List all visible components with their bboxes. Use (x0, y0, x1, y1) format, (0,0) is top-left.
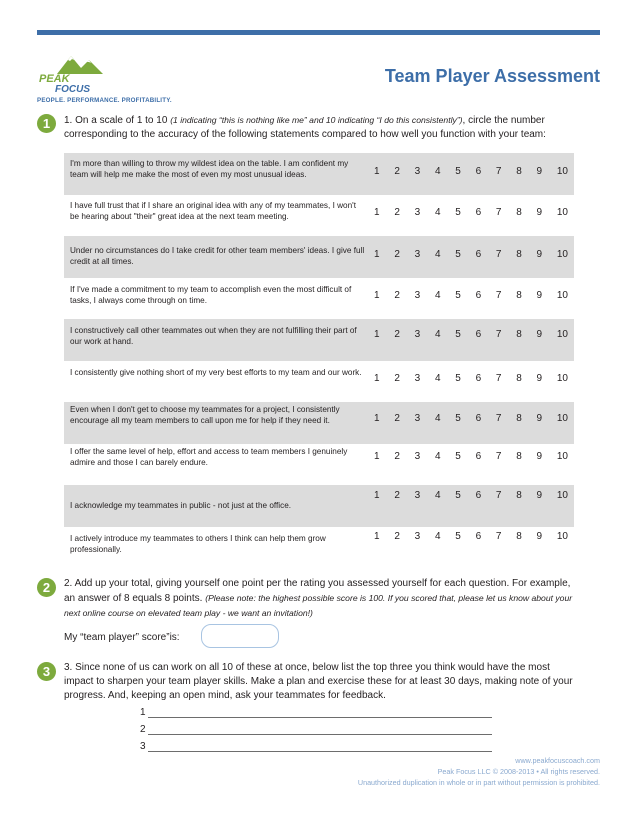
rating-option[interactable]: 6 (475, 249, 482, 260)
rating-option[interactable]: 9 (536, 289, 543, 301)
rating-option[interactable]: 5 (455, 249, 461, 260)
rating-option[interactable]: 3 (414, 206, 421, 218)
rating-option[interactable]: 1 (374, 530, 380, 542)
rating-option[interactable]: 8 (516, 249, 522, 260)
rating-option[interactable]: 9 (536, 329, 543, 340)
rating-option[interactable]: 8 (516, 329, 522, 340)
rating-option[interactable]: 9 (536, 450, 543, 462)
rating-option[interactable]: 5 (455, 329, 461, 340)
rating-option[interactable]: 2 (394, 490, 400, 501)
rating-option[interactable]: 1 (374, 249, 380, 260)
rating-option[interactable]: 10 (556, 249, 568, 260)
question-1-text-post: , circle the number corresponding to the accuracy of the following statements compared to how well you function with your team: (64, 115, 546, 140)
peak-focus-logo (37, 52, 117, 94)
logo-text-focus: FOCUS (55, 84, 90, 94)
question-2-text (64, 577, 574, 621)
statement-text: I offer the same level of help, effort and access to team members I genuinely admire and those I can barely endure. (70, 446, 348, 467)
rating-option[interactable]: 10 (556, 166, 568, 177)
rating-option[interactable]: 2 (394, 329, 400, 340)
rating-option[interactable]: 6 (475, 490, 482, 501)
rating-scale (374, 451, 568, 462)
rating-option[interactable]: 1 (374, 289, 380, 301)
page-title: Team Player Assessment (384, 66, 600, 86)
rating-option[interactable]: 5 (455, 413, 461, 424)
statement-text: I constructively call other teammates out when they are not fulfilling their part of our work at hand. (70, 326, 357, 347)
rating-option[interactable]: 2 (394, 372, 400, 384)
rating-option[interactable]: 2 (394, 530, 400, 542)
rating-option[interactable]: 8 (516, 166, 522, 177)
rating-option[interactable]: 8 (516, 413, 522, 424)
rating-option[interactable]: 3 (414, 166, 421, 177)
rating-scale (374, 531, 568, 542)
rating-option[interactable]: 7 (495, 490, 502, 501)
rating-option[interactable]: 7 (495, 413, 502, 424)
logo-text-peak: PEAK (39, 73, 70, 85)
rating-option[interactable]: 4 (434, 289, 441, 301)
rating-option[interactable]: 4 (434, 490, 441, 501)
rating-option[interactable]: 6 (475, 450, 482, 462)
statement-row (64, 319, 574, 361)
rating-scale (374, 413, 568, 424)
footer-notice: Unauthorized duplication in whole or in part without permission is prohibited. (357, 778, 600, 787)
statement-text: If I've made a commitment to my team to accomplish even the most difficult of tasks, I always come through on time. (70, 284, 352, 305)
question-1-text-pre: 1. On a scale of 1 to 10 (64, 115, 171, 126)
question-1-badge: 1 (37, 114, 56, 133)
rating-option[interactable]: 9 (536, 490, 543, 501)
rating-option[interactable]: 10 (556, 372, 568, 384)
rating-option[interactable]: 4 (434, 329, 441, 340)
rating-option[interactable]: 4 (434, 372, 441, 384)
rating-option[interactable]: 4 (434, 530, 441, 542)
rating-option[interactable]: 9 (536, 206, 543, 218)
header-rule (37, 30, 600, 35)
statement-text: I'm more than willing to throw my wildest idea on the table. I am confident my team will help me make the most of even my most unusual ideas. (70, 159, 349, 180)
rating-scale (374, 166, 568, 177)
rating-option[interactable]: 3 (414, 249, 421, 260)
question-1-text-italic: (1 indicating “this is nothing like me” and 10 indicating “I do this consistently”) (170, 115, 463, 125)
rating-option[interactable]: 10 (556, 329, 568, 340)
rating-scale (374, 290, 568, 301)
rating-option[interactable]: 9 (536, 372, 543, 384)
rating-option[interactable]: 8 (516, 450, 522, 462)
rating-option[interactable]: 3 (414, 530, 421, 542)
rating-option[interactable]: 5 (455, 206, 461, 218)
goal-line (148, 717, 492, 718)
rating-option[interactable]: 1 (374, 329, 380, 340)
statement-row (64, 485, 574, 527)
statement-row (64, 361, 574, 403)
statement-row (64, 236, 574, 278)
rating-option[interactable]: 7 (495, 329, 502, 340)
question-3-badge: 3 (37, 662, 56, 681)
rating-option[interactable]: 5 (455, 289, 461, 301)
rating-option[interactable]: 7 (495, 206, 502, 218)
rating-option[interactable]: 7 (495, 166, 502, 177)
rating-option[interactable]: 10 (556, 413, 568, 424)
rating-option[interactable]: 6 (475, 372, 482, 384)
statement-row (64, 195, 574, 237)
rating-option[interactable]: 6 (475, 289, 482, 301)
rating-option[interactable]: 3 (414, 450, 421, 462)
rating-option[interactable]: 4 (434, 413, 441, 424)
statement-row (64, 444, 574, 486)
rating-scale (374, 490, 568, 501)
rating-option[interactable]: 5 (455, 450, 461, 462)
rating-option[interactable]: 2 (394, 413, 400, 424)
rating-option[interactable]: 8 (516, 530, 522, 542)
footer-copyright: Peak Focus LLC © 2008-2013 • All rights reserved. (437, 767, 600, 776)
rating-option[interactable]: 7 (495, 530, 502, 542)
rating-option[interactable]: 1 (374, 413, 380, 424)
goal-line (148, 751, 492, 752)
goal-row-2[interactable] (140, 724, 492, 738)
rating-option[interactable]: 10 (556, 490, 568, 501)
rating-option[interactable]: 7 (495, 249, 502, 260)
rating-option[interactable]: 1 (374, 450, 380, 462)
rating-option[interactable]: 10 (556, 530, 568, 542)
rating-option[interactable]: 8 (516, 289, 522, 301)
rating-option[interactable]: 2 (394, 249, 400, 260)
goal-number: 2 (140, 724, 146, 735)
statement-text: I consistently give nothing short of my very best efforts to my team and our work. (70, 367, 362, 377)
rating-option[interactable]: 3 (414, 289, 421, 301)
rating-option[interactable]: 5 (455, 530, 461, 542)
statement-row (64, 153, 574, 195)
rating-option[interactable]: 9 (536, 413, 543, 424)
rating-scale (374, 249, 568, 260)
question-2-text-main: 2. Add up your total, giving yourself one point per the rating you assessed yourself for each question. For example, an answer of 8 equals 8 points. (64, 578, 571, 604)
goal-row-1[interactable] (140, 707, 492, 721)
rating-option[interactable]: 2 (394, 450, 400, 462)
rating-option[interactable]: 1 (374, 490, 380, 501)
rating-option[interactable]: 3 (414, 372, 421, 384)
rating-option[interactable]: 9 (536, 166, 543, 177)
rating-option[interactable]: 8 (516, 490, 522, 501)
goal-row-3[interactable] (140, 741, 492, 755)
rating-option[interactable]: 2 (394, 206, 400, 218)
statement-row (64, 402, 574, 444)
goal-line (148, 734, 492, 735)
rating-option[interactable]: 4 (434, 206, 441, 218)
rating-scale (374, 373, 568, 384)
statement-row (64, 278, 574, 320)
rating-option[interactable]: 7 (495, 450, 502, 462)
rating-option[interactable]: 4 (434, 249, 441, 260)
rating-option[interactable]: 4 (434, 166, 441, 177)
rating-option[interactable]: 6 (475, 329, 482, 340)
statement-text: I have full trust that if I share an original idea with any of my teammates, I won't be hearing about "their" great idea at the next team meeting. (70, 200, 356, 221)
rating-option[interactable]: 9 (536, 249, 543, 260)
footer-website[interactable]: www.peakfocuscoach.com (515, 756, 600, 765)
rating-option[interactable]: 3 (414, 413, 421, 424)
goal-number: 1 (140, 707, 146, 718)
rating-option[interactable]: 5 (455, 490, 461, 501)
rating-option[interactable]: 10 (556, 450, 568, 462)
rating-option[interactable]: 6 (475, 413, 482, 424)
statement-text: Under no circumstances do I take credit for other team members' ideas. I give full credit at all times. (70, 246, 365, 267)
statement-text: I actively introduce my teammates to others I think can help them grow professionally. (70, 533, 326, 554)
statement-text: I acknowledge my teammates in public - not just at the office. (70, 501, 292, 510)
rating-option[interactable]: 5 (455, 166, 461, 177)
tagline: PEOPLE. PERFORMANCE. PROFITABILITY. (37, 97, 172, 104)
statement-text: Even when I don't get to choose my teammates for a project, I consistently encourage all my team members to call upon me for help if they need it. (70, 405, 340, 426)
score-label: My “team player” score”is: (64, 632, 180, 643)
rating-option[interactable]: 8 (516, 372, 522, 384)
rating-option[interactable]: 8 (516, 206, 522, 218)
question-3-text: 3. Since none of us can work on all 10 of these at once, below list the top three you think would have the most impact to sharpen your team player skills. Make a plan and exercise these for at least 30 days, making note of your progress. And, keeping an open mind, ask your teammates for feedback. (64, 662, 573, 701)
question-2-badge: 2 (37, 578, 56, 597)
rating-option[interactable]: 7 (495, 289, 502, 301)
rating-option[interactable]: 5 (455, 372, 461, 384)
rating-option[interactable]: 6 (475, 206, 482, 218)
rating-option[interactable]: 2 (394, 166, 400, 177)
rating-option[interactable]: 2 (394, 289, 400, 301)
rating-option[interactable]: 1 (374, 372, 380, 384)
question-2-text-italic: (Please note: the highest possible score is 100. If you scored that, please let us know about your next online course on elevated team play - we want an invitation!) (64, 593, 573, 618)
rating-option[interactable]: 9 (536, 530, 543, 542)
rating-option[interactable]: 1 (374, 206, 380, 218)
rating-option[interactable]: 7 (495, 372, 502, 384)
rating-scale (374, 207, 568, 218)
rating-scale (374, 329, 568, 340)
rating-option[interactable]: 10 (556, 289, 568, 301)
rating-option[interactable]: 3 (414, 490, 421, 501)
rating-option[interactable]: 6 (475, 166, 482, 177)
statement-row (64, 527, 574, 569)
rating-option[interactable]: 6 (475, 530, 482, 542)
rating-option[interactable]: 10 (556, 206, 568, 218)
rating-option[interactable]: 1 (374, 166, 380, 177)
goal-number: 3 (140, 741, 146, 752)
question-1-text (64, 113, 564, 142)
score-input[interactable] (201, 624, 279, 648)
rating-option[interactable]: 3 (414, 329, 421, 340)
statement-list (64, 153, 574, 568)
rating-option[interactable]: 4 (434, 450, 441, 462)
